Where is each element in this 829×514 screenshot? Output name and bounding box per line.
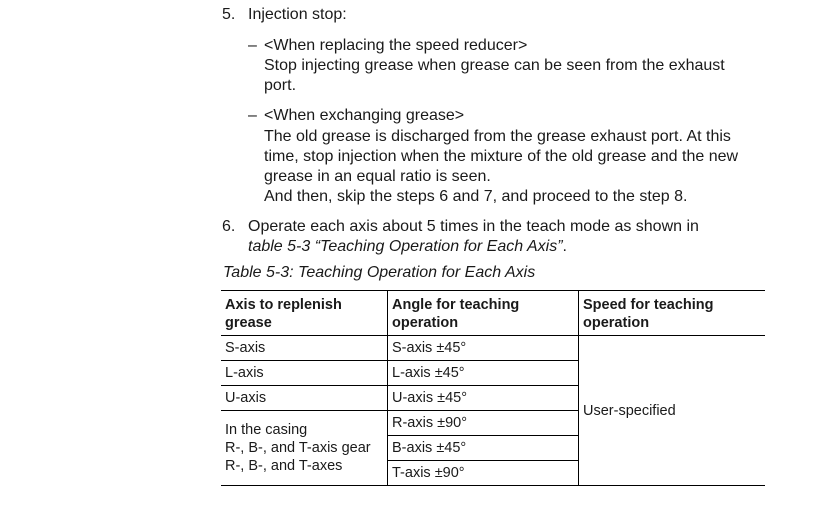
step-6-line: [248, 238, 567, 256]
table-row: [221, 336, 765, 361]
case-exchange-line: grease in an equal ratio is seen.: [264, 168, 491, 185]
table-reference-link[interactable]: table 5-3 “Teaching Operation for Each Axis”: [248, 238, 563, 255]
step-5-title: Injection stop:: [248, 6, 347, 23]
header-angle: Angle for teaching operation: [388, 291, 579, 336]
case-speed-reducer-line: port.: [264, 77, 297, 94]
case-exchange-line: time, stop injection when the mixture of the old grease and the new: [264, 148, 739, 165]
step-6-line: Operate each axis about 5 times in the teach mode as shown in: [248, 218, 699, 235]
angle-cell: S-axis ±45°: [388, 336, 579, 361]
angle-cell: U-axis ±45°: [388, 386, 579, 411]
step-5-number: 5.: [222, 6, 236, 23]
angle-cell: B-axis ±45°: [388, 436, 579, 461]
axis-cell: S-axis: [221, 336, 388, 361]
case-exchange-line: The old grease is discharged from the grease exhaust port. At this: [264, 128, 731, 145]
angle-cell: R-axis ±90°: [388, 411, 579, 436]
case-speed-reducer-line: Stop injecting grease when grease can be seen from the exhaust: [264, 57, 725, 74]
header-axis: Axis to replenish grease: [221, 291, 388, 336]
step-6-number: 6.: [222, 218, 236, 235]
sentence-end: .: [562, 238, 567, 255]
casing-axis-cell: In the casing R-, B-, and T-axis gear R-, B-, and T-axes: [221, 411, 388, 486]
case-exchange-heading: <When exchanging grease>: [264, 107, 465, 124]
case-speed-reducer-heading: <When replacing the speed reducer>: [264, 37, 528, 54]
table-caption: Table 5-3: Teaching Operation for Each Axis: [223, 264, 536, 281]
case-exchange-line: And then, skip the steps 6 and 7, and proceed to the step 8.: [264, 188, 688, 205]
angle-cell: T-axis ±90°: [388, 461, 579, 486]
dash-bullet: –: [248, 37, 257, 54]
axis-cell: L-axis: [221, 361, 388, 386]
angle-cell: L-axis ±45°: [388, 361, 579, 386]
table-header-row: [221, 291, 765, 336]
teaching-operation-table: [221, 290, 765, 486]
speed-cell: User-specified: [579, 336, 766, 486]
dash-bullet: –: [248, 107, 257, 124]
axis-cell: U-axis: [221, 386, 388, 411]
header-speed: Speed for teaching operation: [579, 291, 766, 336]
